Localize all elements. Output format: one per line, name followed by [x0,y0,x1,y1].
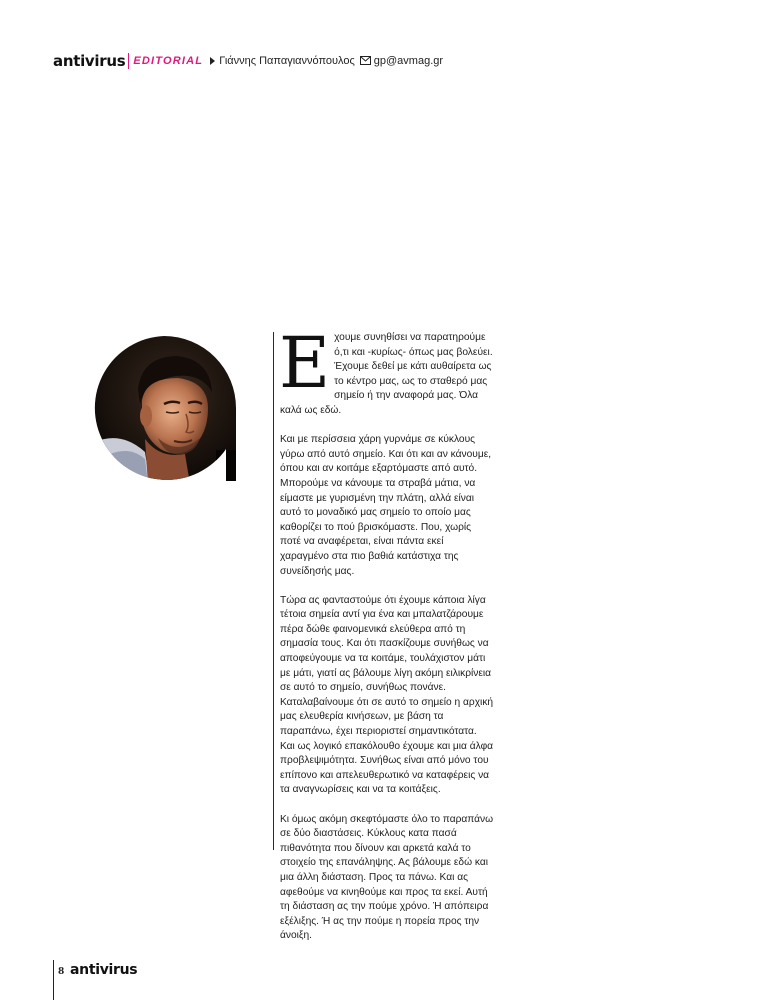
paragraph-text: χουμε συνηθίσει να παρατηρούμε ό,τι και -κυρίως- όπως μας βολεύει. Έχουμε δεθεί με κάτι αυθαίρετα ως το κέντρο μας, ως το σταθερό μας σημείο ή την αναφορά μας. Όλα καλά ως εδώ. [280,332,493,416]
header-divider [128,53,129,69]
page-number: 8 [58,967,65,977]
drop-cap: Ε [279,322,331,404]
paragraph [279,322,494,419]
author-name: Γιάννης Παπαγιαννόπουλος [219,55,355,67]
footer-brand-logo: antivirus [70,962,138,978]
brand-logo: antivirus [53,52,126,70]
paragraph: Κι όμως ακόμη σκεφτόμαστε όλο το παραπάνω σε δύο διαστάσεις. Κύκλους κατα πασά πιθανότητα που δίνουν και αρκετά καλά το στοιχείο της επανάληψης. Ας βάλουμε εδώ και μια άλλη διάσταση. Προς τα πάνω. Και ας αφεθούμε να κινηθούμε και προς τα εκεί. Αυτή τη διάσταση ας την πούμε χρόνο. Ή απόπειρα εξέλιξης. Ή ας την πούμε η πορεία προς την άνοιξη. [280,813,494,942]
paragraph: Τώρα ας φανταστούμε ότι έχουμε κάποια λίγα τέτοια σημεία αντί για ένα και μπαλατζάρουμε πέρα δώθε φαινομενικά ελεύθερα από τη σημασία τους. Και ότι πασκίζουμε συνήθως να αποφεύγουμε να τα κοιτάμε, τουλάχιστον μάτι με μάτι, γιατί ας βάλουμε λίγη ακόμη ειλικρίνεια σε αυτό το σημείο, συνήθως πονάνε. Καταλαβαίνουμε ότι σε αυτό το σημείο η αρχική μας ελευθερία κινήσεων, με βάση τα παραπάνω, έχει περιοριστεί σημαντικότατα. Και ως λογικό επακόλουθο έχουμε και μια άλφα προβλεψιμότητα. Συνήθως είναι από μόνο του επίπονο και απελευθερωτικό να καταφέρεις να τα αναγνωρίσεις και να τα κοιτάξεις. [280,594,494,796]
footer-rule [53,960,54,1000]
author-email[interactable]: gp@avmag.gr [373,55,444,67]
page-header [53,51,443,71]
triangle-right-icon [210,57,215,65]
column-rule [273,332,274,850]
article-body [279,322,494,959]
author-portrait [90,334,238,484]
paragraph: Και με περίσσεια χάρη γυρνάμε σε κύκλους γύρω από αυτό σημείο. Και ότι και αν κάνουμε, όπου και αν κοιτάμε εξαρτόμαστε από αυτό. Μπορούμε να κάνουμε τα στραβά μάτια, να είμαστε με γυρισμένη την πλάτη, αλλά είναι αυτό το μοναδικό μας σημείο το οποίο μας καθορίζει το πού βρισκόμαστε. Που, χωρίς ποτέ να αναφέρεται, είναι πάντα εκεί χαραγμένο στα πιο βαθιά κατάστιχα της συνείδησής μας. [280,434,492,577]
section-label: EDITORIAL [133,55,204,67]
envelope-icon [360,52,371,70]
